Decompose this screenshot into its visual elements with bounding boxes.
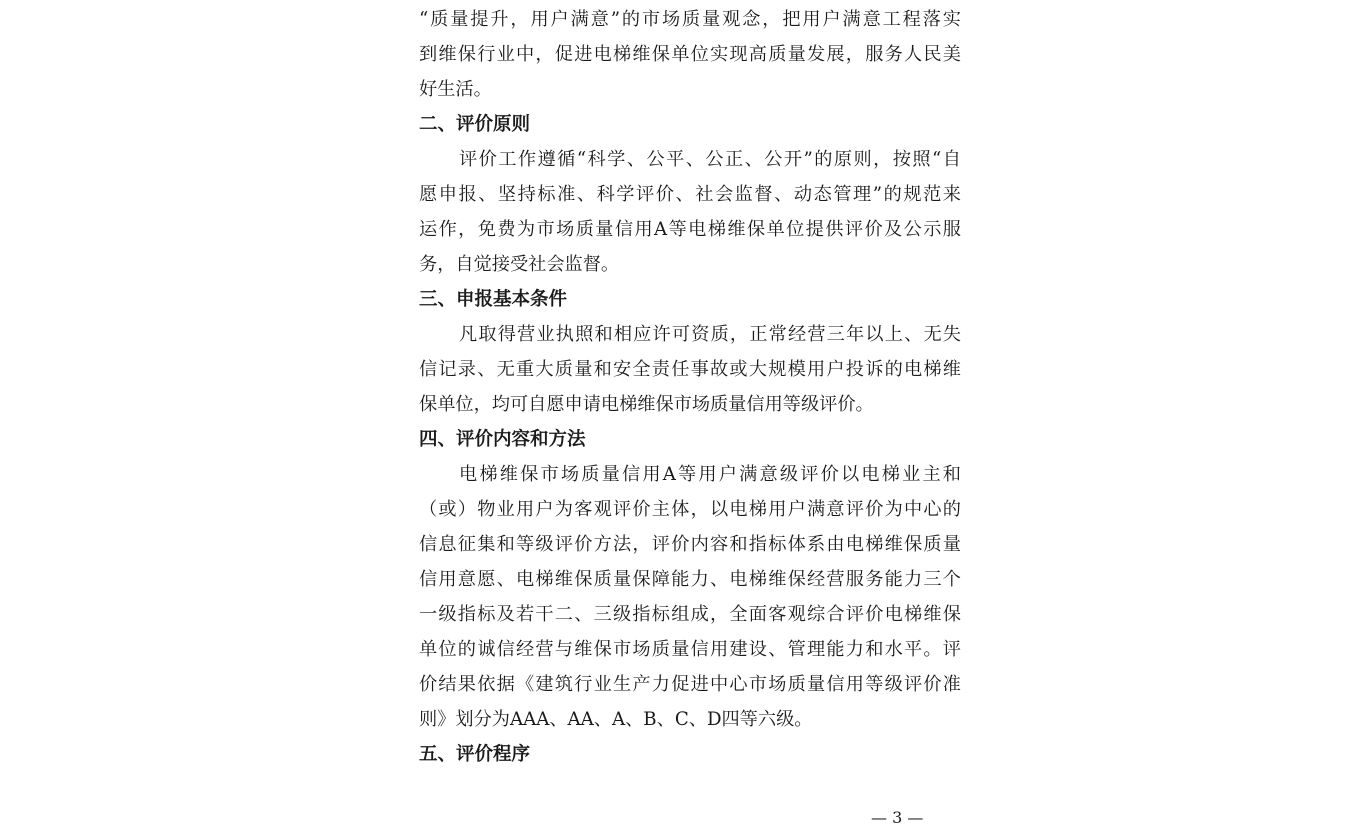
principles-line-3: 运作，免费为市场质量信用A等电梯维保单位提供评价及公示服 [419, 219, 961, 240]
principles-line-2: 愿申报、坚持标准、科学评价、社会监督、动态管理”的规范来 [419, 184, 961, 205]
intro-line-2: 到维保行业中，促进电梯维保单位实现高质量发展，服务人民美 [419, 44, 961, 65]
principles-line-1: 评价工作遵循“科学、公平、公正、公开”的原则，按照“自 [459, 149, 961, 170]
methods-line-7: 价结果依据《建筑行业生产力促进中心市场质量信用等级评价准 [419, 674, 961, 695]
section-heading-procedure: 五、评价程序 [419, 744, 531, 765]
methods-line-8: 则》划分为AAA、AA、A、B、C、D四等六级。 [419, 709, 813, 730]
conditions-line-3: 保单位，均可自愿申请电梯维保市场质量信用等级评价。 [419, 394, 874, 415]
methods-line-3: 信息征集和等级评价方法，评价内容和指标体系由电梯维保质量 [419, 534, 961, 555]
intro-line-1: “质量提升，用户满意”的市场质量观念，把用户满意工程落实 [419, 9, 961, 30]
methods-line-2: （或）物业用户为客观评价主体，以电梯用户满意评价为中心的 [419, 499, 961, 520]
principles-line-4: 务，自觉接受社会监督。 [419, 254, 620, 275]
conditions-line-2: 信记录、无重大质量和安全责任事故或大规模用户投诉的电梯维 [419, 359, 961, 380]
section-heading-conditions: 三、申报基本条件 [419, 289, 568, 310]
document-page [419, 0, 961, 837]
section-heading-methods: 四、评价内容和方法 [419, 429, 586, 450]
methods-line-6: 单位的诚信经营与维保市场质量信用建设、管理能力和水平。评 [419, 639, 961, 660]
methods-line-1: 电梯维保市场质量信用A等用户满意级评价以电梯业主和 [459, 464, 961, 485]
page-number: — 3 — [871, 808, 924, 827]
intro-line-3: 好生活。 [419, 79, 492, 100]
methods-line-5: 一级指标及若干二、三级指标组成，全面客观综合评价电梯维保 [419, 604, 961, 625]
section-heading-principles: 二、评价原则 [419, 114, 531, 135]
methods-line-4: 信用意愿、电梯维保质量保障能力、电梯维保经营服务能力三个 [419, 569, 961, 590]
conditions-line-1: 凡取得营业执照和相应许可资质，正常经营三年以上、无失 [459, 324, 961, 345]
